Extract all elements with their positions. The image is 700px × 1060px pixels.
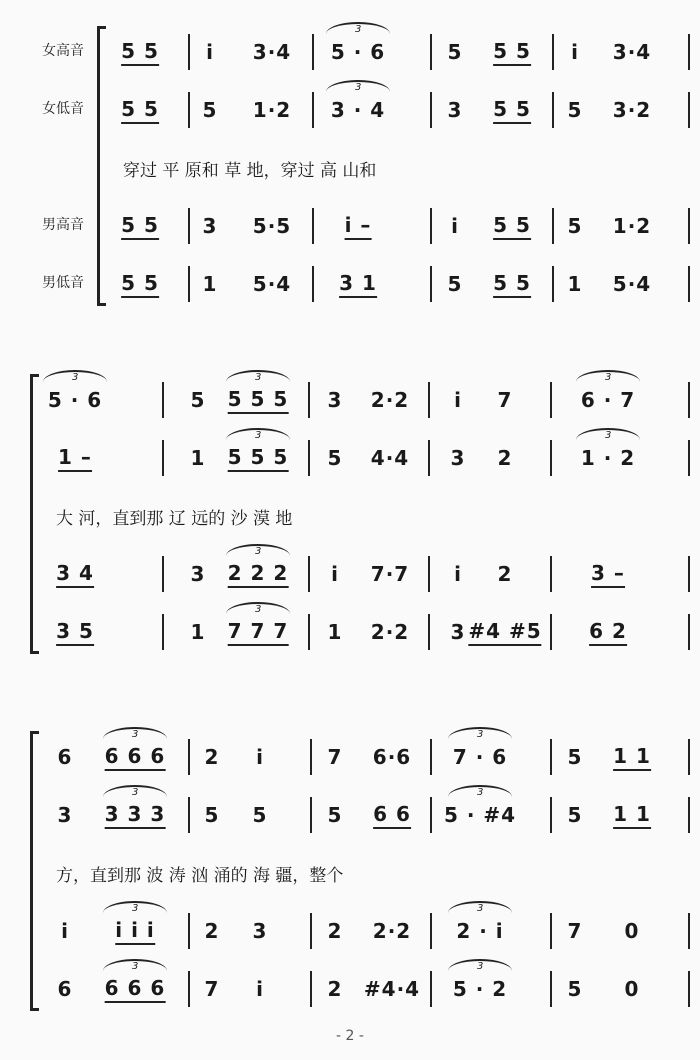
barline bbox=[188, 797, 190, 833]
note-group: 7 bbox=[497, 388, 513, 412]
note-group: 3 bbox=[450, 446, 466, 470]
note-group: 5 5 5 bbox=[228, 438, 289, 472]
note-group: 7 7 7 bbox=[228, 612, 289, 646]
note-group: i bbox=[256, 977, 264, 1001]
barline bbox=[550, 440, 552, 476]
note-group: i bbox=[451, 214, 459, 238]
barline bbox=[688, 34, 690, 70]
note-group: 6 · 7 bbox=[580, 388, 636, 412]
note-group: 1 bbox=[567, 272, 583, 296]
note-group: 5 bbox=[567, 803, 583, 827]
triplet-mark: 3 bbox=[355, 82, 362, 93]
note-group: 3 bbox=[252, 919, 268, 943]
note-group: 5 bbox=[567, 977, 583, 1001]
note-group: 2·2 bbox=[370, 388, 410, 412]
note-group: 5 · 6 bbox=[47, 388, 103, 412]
note-group: 1 bbox=[190, 446, 206, 470]
note-group: 5·5 bbox=[252, 214, 292, 238]
note-group: 0 bbox=[624, 977, 640, 1001]
note-group: 3 bbox=[327, 388, 343, 412]
note-group: 2 bbox=[204, 919, 220, 943]
note-group: 5 bbox=[252, 803, 268, 827]
note-group: 5·4 bbox=[612, 272, 652, 296]
note-group: 3 1 bbox=[339, 264, 377, 298]
barline bbox=[552, 266, 554, 302]
note-group: 2 bbox=[204, 745, 220, 769]
voice-label: 男低音 bbox=[42, 275, 84, 291]
note-group: 5 5 bbox=[493, 32, 531, 66]
barline bbox=[162, 382, 164, 418]
note-group: 5 · 6 bbox=[330, 40, 386, 64]
lyric-line: 穿过 平 原和 草 地，穿过 高 山和 bbox=[123, 161, 377, 181]
note-group: 5 bbox=[567, 98, 583, 122]
barline bbox=[688, 92, 690, 128]
triplet-mark: 3 bbox=[255, 372, 262, 383]
note-group: 3 bbox=[190, 562, 206, 586]
triplet-mark: 3 bbox=[132, 729, 139, 740]
note-group: 3·4 bbox=[252, 40, 292, 64]
barline bbox=[428, 440, 430, 476]
barline bbox=[188, 739, 190, 775]
lyric-line: 方，直到那 波 涛 汹 涌的 海 疆，整个 bbox=[56, 866, 344, 886]
triplet-mark: 3 bbox=[132, 903, 139, 914]
note-group: 6 6 bbox=[373, 795, 411, 829]
note-group: 3 bbox=[447, 98, 463, 122]
system-brace bbox=[97, 26, 106, 306]
barline bbox=[688, 739, 690, 775]
note-group: 1 bbox=[202, 272, 218, 296]
barline bbox=[312, 266, 314, 302]
barline bbox=[552, 92, 554, 128]
triplet-mark: 3 bbox=[132, 787, 139, 798]
note-group: 3 bbox=[57, 803, 73, 827]
note-group: #4 #5 bbox=[468, 612, 541, 646]
note-group: #4·4 bbox=[363, 977, 421, 1001]
barline bbox=[428, 382, 430, 418]
note-group: 5 5 bbox=[121, 90, 159, 124]
barline bbox=[688, 266, 690, 302]
triplet-mark: 3 bbox=[605, 430, 612, 441]
barline bbox=[308, 440, 310, 476]
barline bbox=[550, 382, 552, 418]
note-group: 6 bbox=[57, 745, 73, 769]
barline bbox=[312, 208, 314, 244]
barline bbox=[310, 971, 312, 1007]
note-group: 3 – bbox=[591, 554, 625, 588]
note-group: 2·2 bbox=[372, 919, 412, 943]
note-group: 0 bbox=[624, 919, 640, 943]
barline bbox=[428, 556, 430, 592]
note-group: 5 bbox=[204, 803, 220, 827]
barline bbox=[430, 266, 432, 302]
barline bbox=[312, 92, 314, 128]
note-group: 5 bbox=[327, 446, 343, 470]
note-group: 6·6 bbox=[372, 745, 412, 769]
note-group: 5 bbox=[327, 803, 343, 827]
barline bbox=[162, 440, 164, 476]
barline bbox=[310, 797, 312, 833]
triplet-mark: 3 bbox=[72, 372, 79, 383]
barline bbox=[688, 440, 690, 476]
barline bbox=[688, 913, 690, 949]
barline bbox=[312, 34, 314, 70]
note-group: 6 6 6 bbox=[105, 969, 166, 1003]
note-group: 2 bbox=[497, 446, 513, 470]
triplet-mark: 3 bbox=[132, 961, 139, 972]
barline bbox=[430, 208, 432, 244]
barline bbox=[550, 913, 552, 949]
triplet-mark: 3 bbox=[477, 961, 484, 972]
note-group: 5 5 5 bbox=[228, 380, 289, 414]
note-group: 5 bbox=[447, 272, 463, 296]
note-group: 2 · i bbox=[456, 919, 504, 943]
barline bbox=[550, 797, 552, 833]
note-group: 2 bbox=[327, 919, 343, 943]
barline bbox=[550, 971, 552, 1007]
barline bbox=[430, 797, 432, 833]
note-group: 7 bbox=[327, 745, 343, 769]
barline bbox=[430, 34, 432, 70]
barline bbox=[430, 913, 432, 949]
note-group: 2 bbox=[497, 562, 513, 586]
barline bbox=[430, 971, 432, 1007]
note-group: 1 · 2 bbox=[580, 446, 636, 470]
voice-label: 女低音 bbox=[42, 101, 84, 117]
note-group: 5 5 bbox=[493, 90, 531, 124]
note-group: 5 bbox=[447, 40, 463, 64]
note-group: 4·4 bbox=[370, 446, 410, 470]
note-group: 5 5 bbox=[121, 32, 159, 66]
note-group: 5 · 2 bbox=[452, 977, 508, 1001]
barline bbox=[310, 739, 312, 775]
note-group: 3 5 bbox=[56, 612, 94, 646]
triplet-mark: 3 bbox=[477, 787, 484, 798]
note-group: 7·7 bbox=[370, 562, 410, 586]
barline bbox=[688, 797, 690, 833]
note-group: i bbox=[571, 40, 579, 64]
note-group: 3·4 bbox=[612, 40, 652, 64]
note-group: 5 5 bbox=[493, 206, 531, 240]
note-group: i bbox=[206, 40, 214, 64]
barline bbox=[162, 614, 164, 650]
system-brace bbox=[30, 731, 39, 1011]
barline bbox=[308, 382, 310, 418]
note-group: 1 1 bbox=[613, 795, 651, 829]
barline bbox=[550, 614, 552, 650]
note-group: 2·2 bbox=[370, 620, 410, 644]
note-group: 5 bbox=[202, 98, 218, 122]
note-group: 3 bbox=[450, 620, 466, 644]
triplet-mark: 3 bbox=[477, 903, 484, 914]
note-group: 7 bbox=[204, 977, 220, 1001]
barline bbox=[188, 266, 190, 302]
note-group: 5 5 bbox=[121, 264, 159, 298]
triplet-mark: 3 bbox=[355, 24, 362, 35]
barline bbox=[428, 614, 430, 650]
barline bbox=[188, 208, 190, 244]
voice-label: 女高音 bbox=[42, 43, 84, 59]
barline bbox=[552, 208, 554, 244]
barline bbox=[688, 556, 690, 592]
note-group: 5 bbox=[190, 388, 206, 412]
note-group: 5 5 bbox=[121, 206, 159, 240]
barline bbox=[188, 913, 190, 949]
note-group: 7 · 6 bbox=[452, 745, 508, 769]
barline bbox=[550, 556, 552, 592]
note-group: 1·2 bbox=[612, 214, 652, 238]
note-group: 3 bbox=[202, 214, 218, 238]
triplet-mark: 3 bbox=[255, 430, 262, 441]
system-brace bbox=[30, 374, 39, 654]
note-group: i bbox=[256, 745, 264, 769]
note-group: i bbox=[331, 562, 339, 586]
note-group: 6 6 6 bbox=[105, 737, 166, 771]
note-group: 3 3 3 bbox=[105, 795, 166, 829]
voice-label: 男高音 bbox=[42, 217, 84, 233]
barline bbox=[688, 614, 690, 650]
note-group: 6 bbox=[57, 977, 73, 1001]
barline bbox=[188, 971, 190, 1007]
barline bbox=[552, 34, 554, 70]
note-group: i bbox=[454, 388, 462, 412]
note-group: 3·2 bbox=[612, 98, 652, 122]
note-group: 1 bbox=[190, 620, 206, 644]
barline bbox=[308, 556, 310, 592]
triplet-mark: 3 bbox=[477, 729, 484, 740]
triplet-mark: 3 bbox=[255, 546, 262, 557]
barline bbox=[162, 556, 164, 592]
note-group: 5 bbox=[567, 745, 583, 769]
barline bbox=[310, 913, 312, 949]
barline bbox=[308, 614, 310, 650]
note-group: 7 bbox=[567, 919, 583, 943]
note-group: i – bbox=[345, 206, 372, 240]
note-group: 5 bbox=[567, 214, 583, 238]
lyric-line: 大 河，直到那 辽 远的 沙 漠 地 bbox=[56, 509, 293, 529]
barline bbox=[688, 208, 690, 244]
barline bbox=[188, 92, 190, 128]
note-group: 1 – bbox=[58, 438, 92, 472]
barline bbox=[430, 92, 432, 128]
note-group: 6 2 bbox=[589, 612, 627, 646]
triplet-mark: 3 bbox=[605, 372, 612, 383]
note-group: i i i bbox=[115, 911, 155, 945]
barline bbox=[430, 739, 432, 775]
barline bbox=[188, 34, 190, 70]
barline bbox=[688, 382, 690, 418]
barline bbox=[688, 971, 690, 1007]
note-group: i bbox=[61, 919, 69, 943]
page-number: - 2 - bbox=[336, 1028, 364, 1044]
note-group: 2 2 2 bbox=[228, 554, 289, 588]
barline bbox=[550, 739, 552, 775]
triplet-mark: 3 bbox=[255, 604, 262, 615]
note-group: 3 4 bbox=[56, 554, 94, 588]
note-group: 3 · 4 bbox=[330, 98, 386, 122]
note-group: 1·2 bbox=[252, 98, 292, 122]
note-group: 2 bbox=[327, 977, 343, 1001]
note-group: i bbox=[454, 562, 462, 586]
note-group: 1 1 bbox=[613, 737, 651, 771]
note-group: 5·4 bbox=[252, 272, 292, 296]
note-group: 5 5 bbox=[493, 264, 531, 298]
note-group: 5 · #4 bbox=[443, 803, 517, 827]
note-group: 1 bbox=[327, 620, 343, 644]
